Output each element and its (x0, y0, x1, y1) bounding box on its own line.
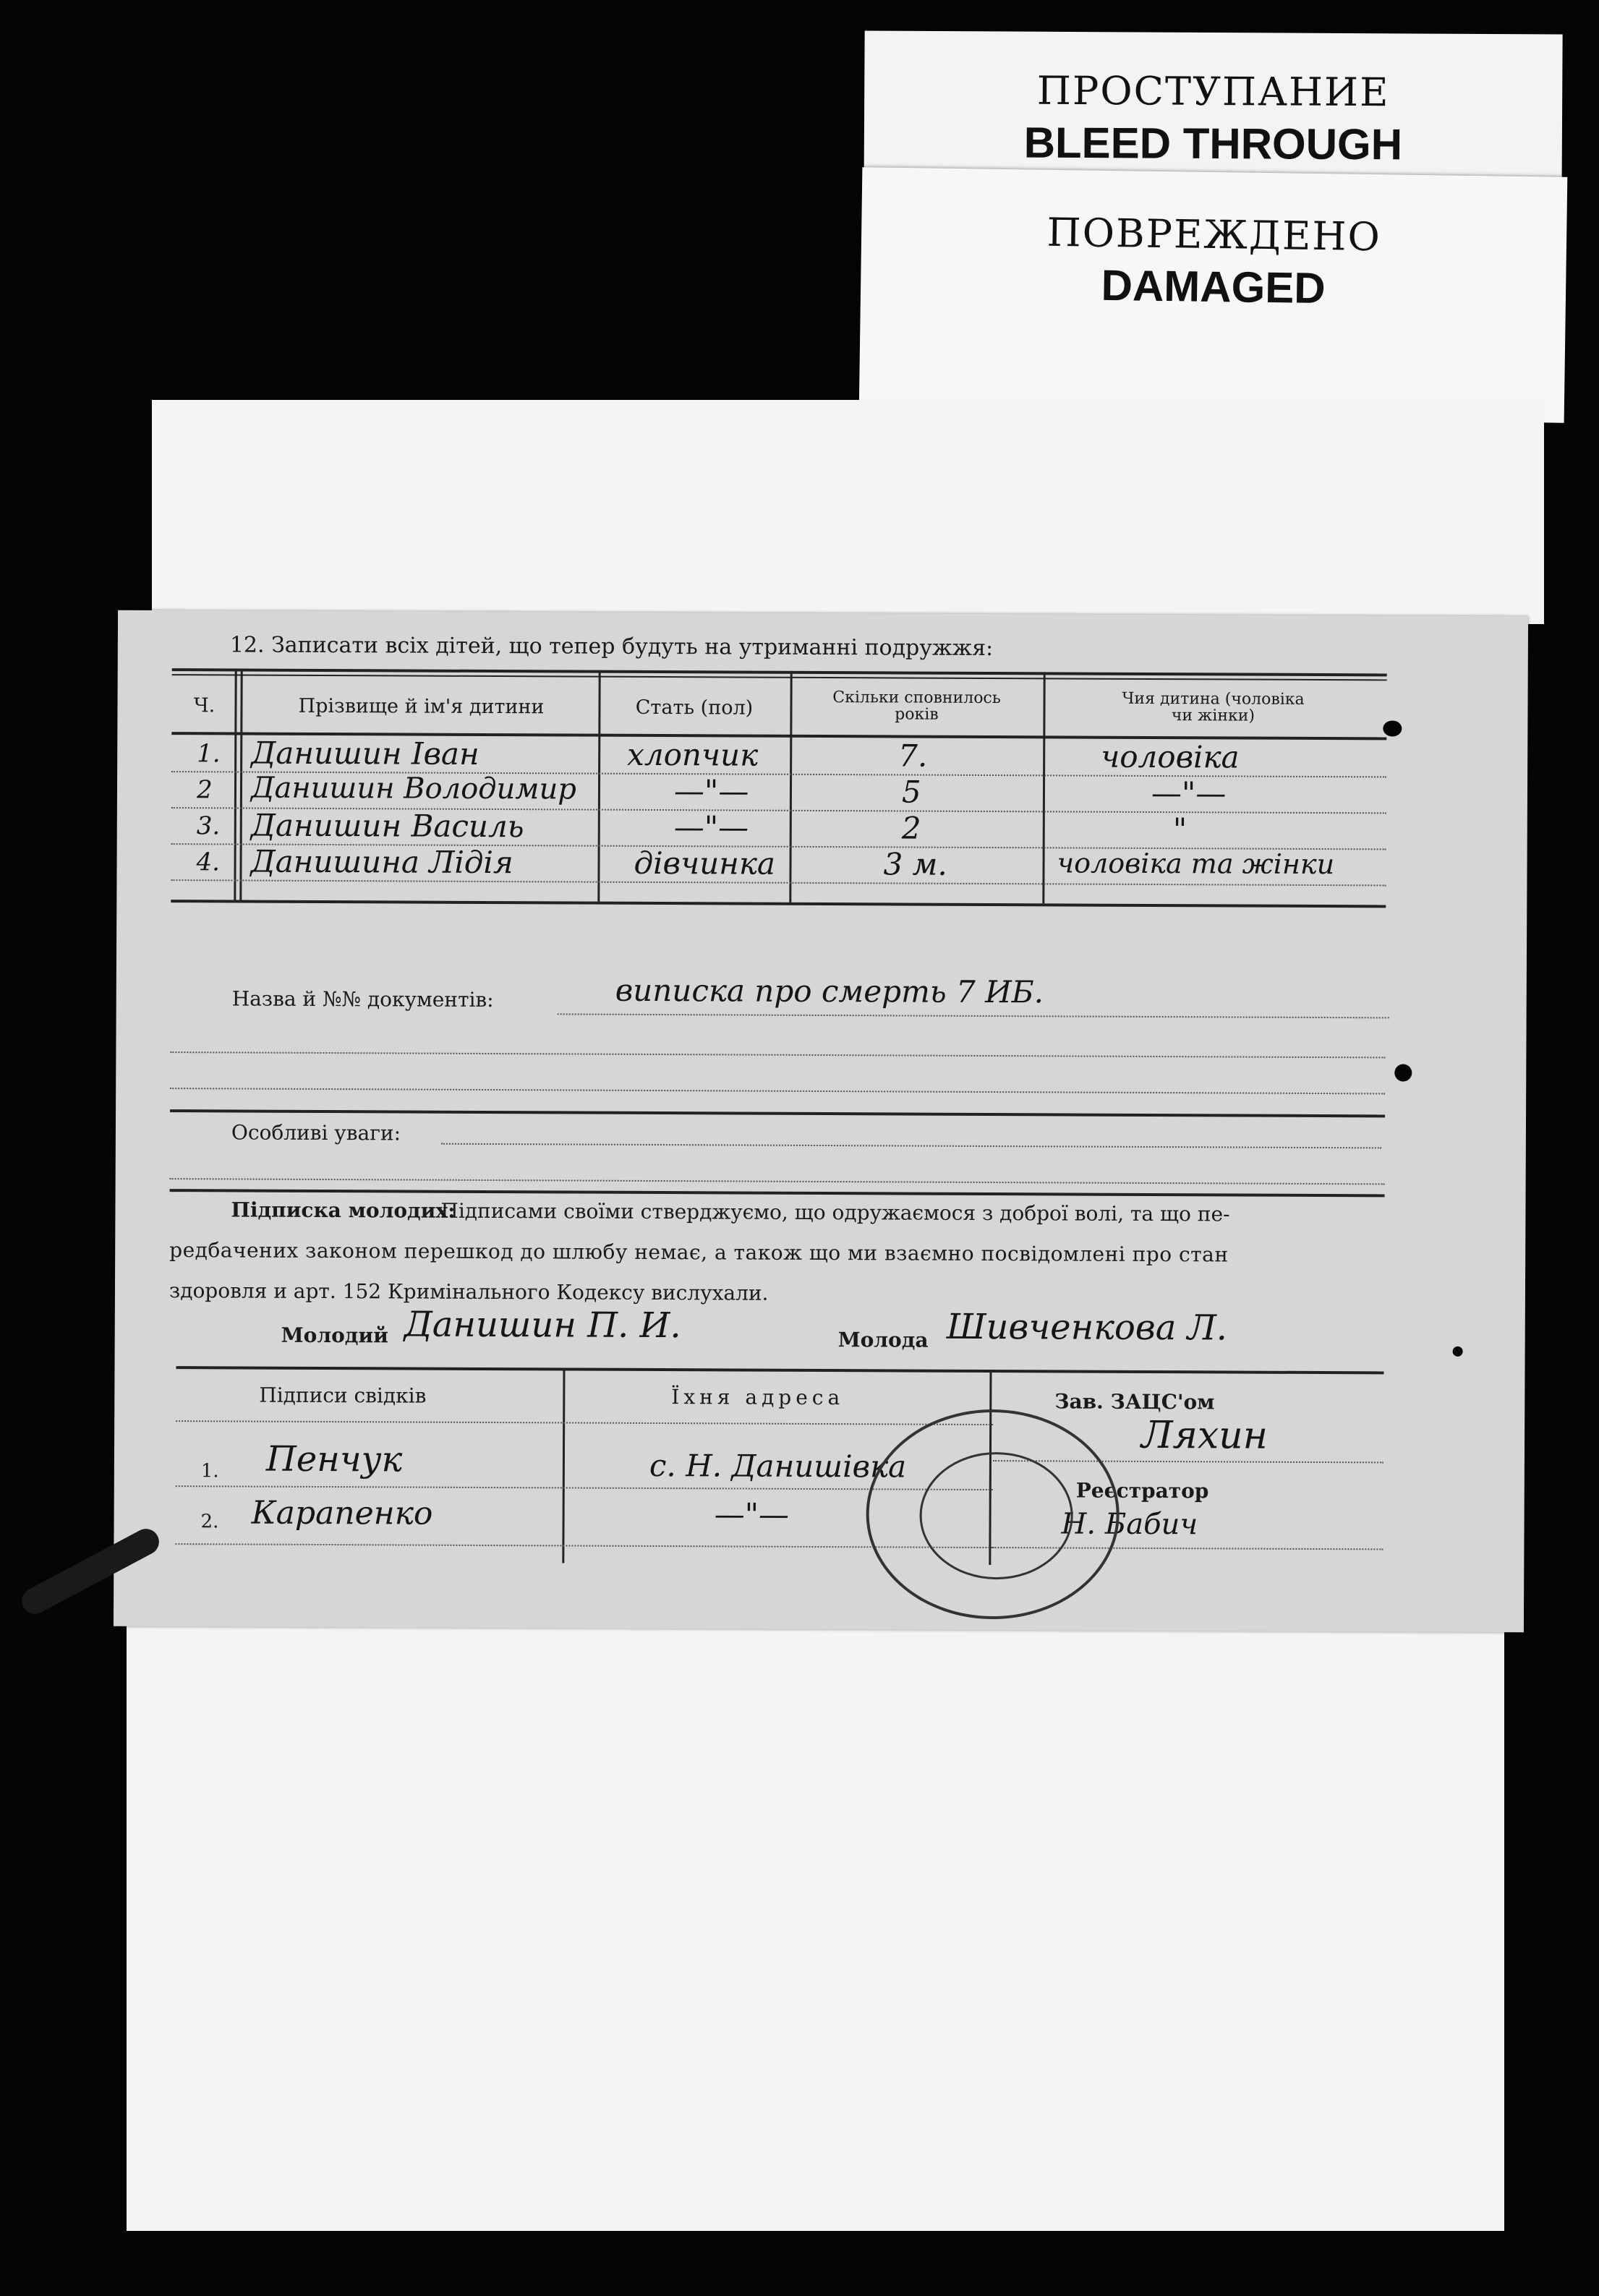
documents-line-3 (170, 1088, 1385, 1094)
damaged-label-en: DAMAGED (1101, 260, 1326, 313)
child-2-num: 2 (196, 775, 213, 805)
child-4-name: Данишина Лідія (250, 843, 513, 881)
witness-col-divider (562, 1367, 565, 1563)
header-age-2: років (895, 705, 939, 724)
header-num: Ч. (193, 694, 216, 717)
child-4-whose: чоловіка та жінки (1057, 847, 1335, 881)
notes-line (441, 1143, 1381, 1149)
punch-hole (1383, 720, 1402, 736)
child-4-sex: дівчинка (634, 845, 776, 882)
head-signature: Ляхин (1140, 1413, 1268, 1458)
bride-label: Молода (837, 1328, 929, 1352)
section-rule (170, 1189, 1385, 1197)
registrar-label: Реєстратор (1075, 1478, 1209, 1503)
col-divider (234, 668, 236, 900)
col-divider (239, 668, 242, 900)
documents-line-2 (170, 1051, 1385, 1058)
address-header: Їхня адреса (671, 1385, 845, 1410)
backing-sheet-bottom (127, 1623, 1504, 2231)
witness-1-num: 1. (200, 1460, 219, 1482)
col-divider (1042, 672, 1045, 903)
bride-signature: Шивченкова Л. (946, 1306, 1228, 1349)
declaration-line-3: здоровля и арт. 152 Кримінального Кодексу вислухали. (169, 1279, 769, 1305)
notes-label: Особливі уваги: (231, 1120, 401, 1145)
child-3-age: 2 (901, 810, 921, 846)
child-3-sex: —"— (673, 809, 749, 845)
header-name: Прізвище й ім'я дитини (298, 694, 545, 719)
col-divider (789, 671, 792, 902)
child-1-name: Данишин Іван (251, 735, 479, 772)
documents-value: виписка про смерть 7 ИБ. (615, 972, 1044, 1010)
child-3-name: Данишин Василь (250, 807, 524, 845)
punch-hole (1394, 1064, 1412, 1081)
header-whose-2: чи жінки) (1171, 707, 1255, 725)
documents-line (558, 1013, 1389, 1018)
declaration-line-1: Підписами своїми стверджуємо, що одружаємося з доброї волі, та що пе- (440, 1198, 1230, 1226)
witness-2-address: —"— (714, 1496, 790, 1532)
witness-2-signature: Карапенко (251, 1494, 433, 1532)
child-2-age: 5 (901, 774, 921, 810)
registrar-signature: Н. Бабич (1061, 1507, 1198, 1542)
backing-sheet-top (152, 400, 1544, 624)
section-rule (170, 1109, 1385, 1117)
tear-mark (1453, 1347, 1463, 1357)
child-2-sex: —"— (673, 773, 749, 809)
witness-1-signature: Пенчук (265, 1438, 403, 1480)
row-rule (171, 879, 1386, 886)
header-whose-1: Чия дитина (чоловіка (1122, 689, 1305, 709)
witness-1-address: с. Н. Данишівка (649, 1447, 907, 1485)
declaration-line-2: редбачених законом перешкод до шлюбу немає, а також що ми взаємно посвідомлені про стан (169, 1238, 1229, 1267)
child-3-whose: " (1172, 811, 1187, 848)
child-4-age: 3 м. (883, 846, 947, 882)
declaration-lead: Підписка молодих: (231, 1198, 456, 1223)
marriage-record-form (114, 610, 1528, 1632)
documents-label: Назва й №№ документів: (231, 986, 494, 1012)
child-4-num: 4. (196, 848, 221, 877)
damaged-label-ru: ПОВРЕЖДЕНО (1046, 209, 1382, 260)
groom-label: Молодий (281, 1323, 389, 1348)
table-bottom-rule (171, 900, 1386, 908)
child-3-num: 3. (196, 811, 221, 841)
header-sex: Стать (пол) (635, 696, 754, 720)
witness-line (176, 1420, 993, 1425)
notes-line-2 (170, 1178, 1385, 1185)
child-1-sex: хлопчик (627, 736, 759, 773)
head-label: Зав. ЗАЦС'ом (1054, 1389, 1215, 1414)
bleed-label-ru: ПРОСТУПАНИЕ (1036, 67, 1390, 116)
damaged-label (859, 167, 1568, 423)
child-2-name: Данишин Володимир (250, 771, 576, 806)
witness-line (175, 1543, 992, 1548)
child-1-whose: чоловіка (1101, 738, 1240, 775)
seal-inner-ring (919, 1452, 1073, 1580)
section-title: 12. Записати всіх дітей, що тепер будуть на утриманні подружжя: (229, 632, 994, 662)
child-1-num: 1. (197, 739, 221, 769)
child-1-age: 7. (898, 738, 928, 774)
groom-signature: Данишин П. И. (404, 1304, 681, 1347)
witness-top-rule (176, 1366, 1383, 1374)
bleed-label-en: BLEED THROUGH (1023, 118, 1403, 169)
header-age-1: Скільки сповнилось (832, 688, 1001, 708)
official-seal-stamp (866, 1409, 1120, 1620)
col-divider (597, 670, 600, 902)
witness-2-num: 2. (200, 1511, 219, 1533)
child-2-whose: —"— (1151, 774, 1227, 811)
witness-header: Підписи свідків (259, 1383, 427, 1408)
